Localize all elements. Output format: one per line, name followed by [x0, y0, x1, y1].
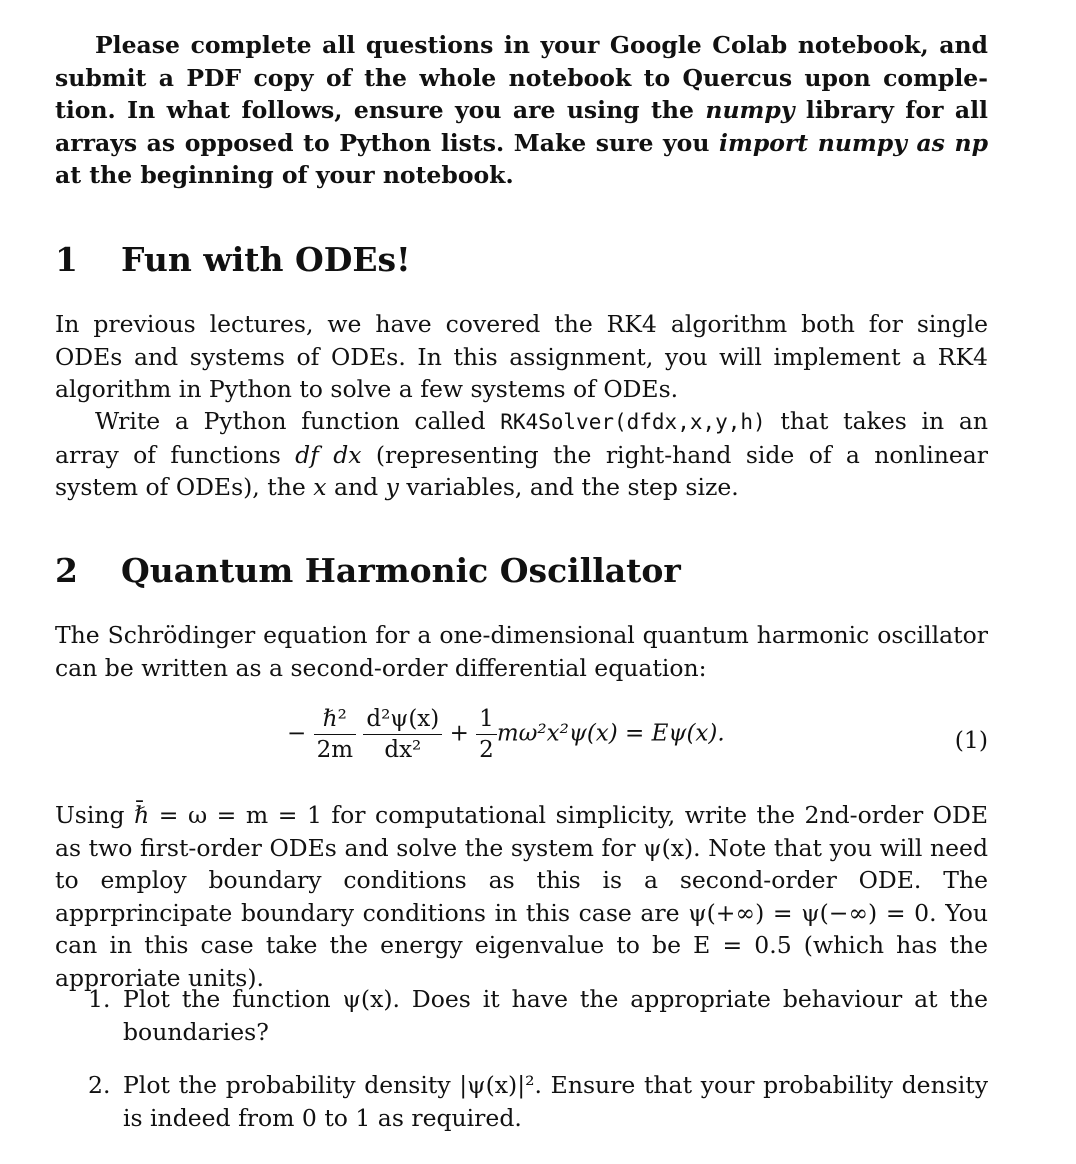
section-1-para-2 [55, 405, 988, 504]
equation-number: (1) [954, 726, 988, 754]
s1p2-text-b: that takes in an array of functions [55, 407, 988, 469]
eq-frac2-num: d²ψ(x) [363, 706, 442, 735]
schrodinger-equation [55, 706, 988, 776]
list-item-number: 2. [88, 1071, 111, 1099]
eq-frac1-num: ℏ² [314, 706, 356, 735]
section-2-heading [55, 551, 681, 591]
list-item [88, 983, 988, 1048]
intro-text-1: Please complete all questions in your Google Colab notebook, and submit a PDF copy of the whole notebook to Quercus upon comple-tion. In what follows, ensure you are using the [55, 31, 988, 124]
section-2-para-2: Using ℏ̄ = ω = m = 1 for computational simplicity, write the 2nd-order ODE as two first-order ODEs and solve the system for ψ(x). Note that you will need to employ boundary conditions as this is a second-order ODE. The apprprincipate boundary conditions in this case are ψ(+∞) = ψ(−∞) = 0. You can in this case take the energy eigenvalue to be E = 0.5 (which has the approriate units). [55, 801, 988, 992]
dfdx-symbol: df dx [295, 440, 362, 469]
list-item [88, 1069, 988, 1134]
intro-numpy: numpy [705, 96, 795, 124]
s1p2-text-a: Write a Python function called [95, 407, 501, 435]
section-2-title: Quantum Harmonic Oscillator [121, 551, 681, 590]
eq-frac1-den: 2m [316, 737, 354, 763]
intro-paragraph [55, 29, 988, 192]
eq-frac-hbar [314, 706, 356, 763]
eq-plus: + [449, 720, 469, 747]
intro-import: import numpy as np [719, 128, 988, 157]
eq-frac3-num: 1 [476, 706, 497, 735]
var-x: x [313, 473, 327, 501]
s1p2-text-e: variables, and the step size. [398, 473, 739, 501]
section-1-para-1: In previous lectures, we have covered the RK4 algorithm both for single ODEs and systems of ODEs. In this assignment, you will implement a RK4 algorithm in Python to solve a few systems of ODEs. [55, 310, 988, 403]
eq-minus: − [287, 720, 307, 747]
list-item-number: 1. [88, 985, 111, 1013]
eq-frac2-den: dx² [384, 737, 422, 763]
section-2-para-1: The Schrödinger equation for a one-dimensional quantum harmonic oscillator can be written as a second-order differential equation: [55, 621, 988, 682]
eq-rest: mω²x²ψ(x) = Eψ(x). [496, 720, 725, 747]
var-y: y [385, 473, 399, 501]
eq-frac-half [476, 706, 497, 763]
section-1-title: Fun with ODEs! [121, 240, 411, 279]
list-item-text: Plot the function ψ(x). Does it have the appropriate behaviour at the boundaries? [123, 985, 988, 1046]
equation-body [287, 706, 725, 763]
section-1-heading [55, 240, 411, 280]
rk4solver-code: RK4Solver(dfdx,x,y,h) [500, 410, 766, 434]
intro-text-2: library for all arrays as opposed to Python lists. Make sure you [55, 96, 988, 157]
s1p2-text-d: and [326, 473, 386, 501]
section-1-number: 1 [55, 240, 78, 279]
s1p2-text-c: (representing the right-hand side of a nonlinear system of ODEs), the [55, 440, 989, 501]
list-item-text: Plot the probability density |ψ(x)|². Ensure that your probability density is indeed from 0 to 1 as required. [123, 1071, 988, 1132]
eq-frac3-den: 2 [479, 737, 494, 763]
eq-frac-deriv [363, 706, 442, 763]
intro-text-3: at the beginning of your notebook. [55, 161, 514, 189]
section-2-number: 2 [55, 551, 78, 590]
